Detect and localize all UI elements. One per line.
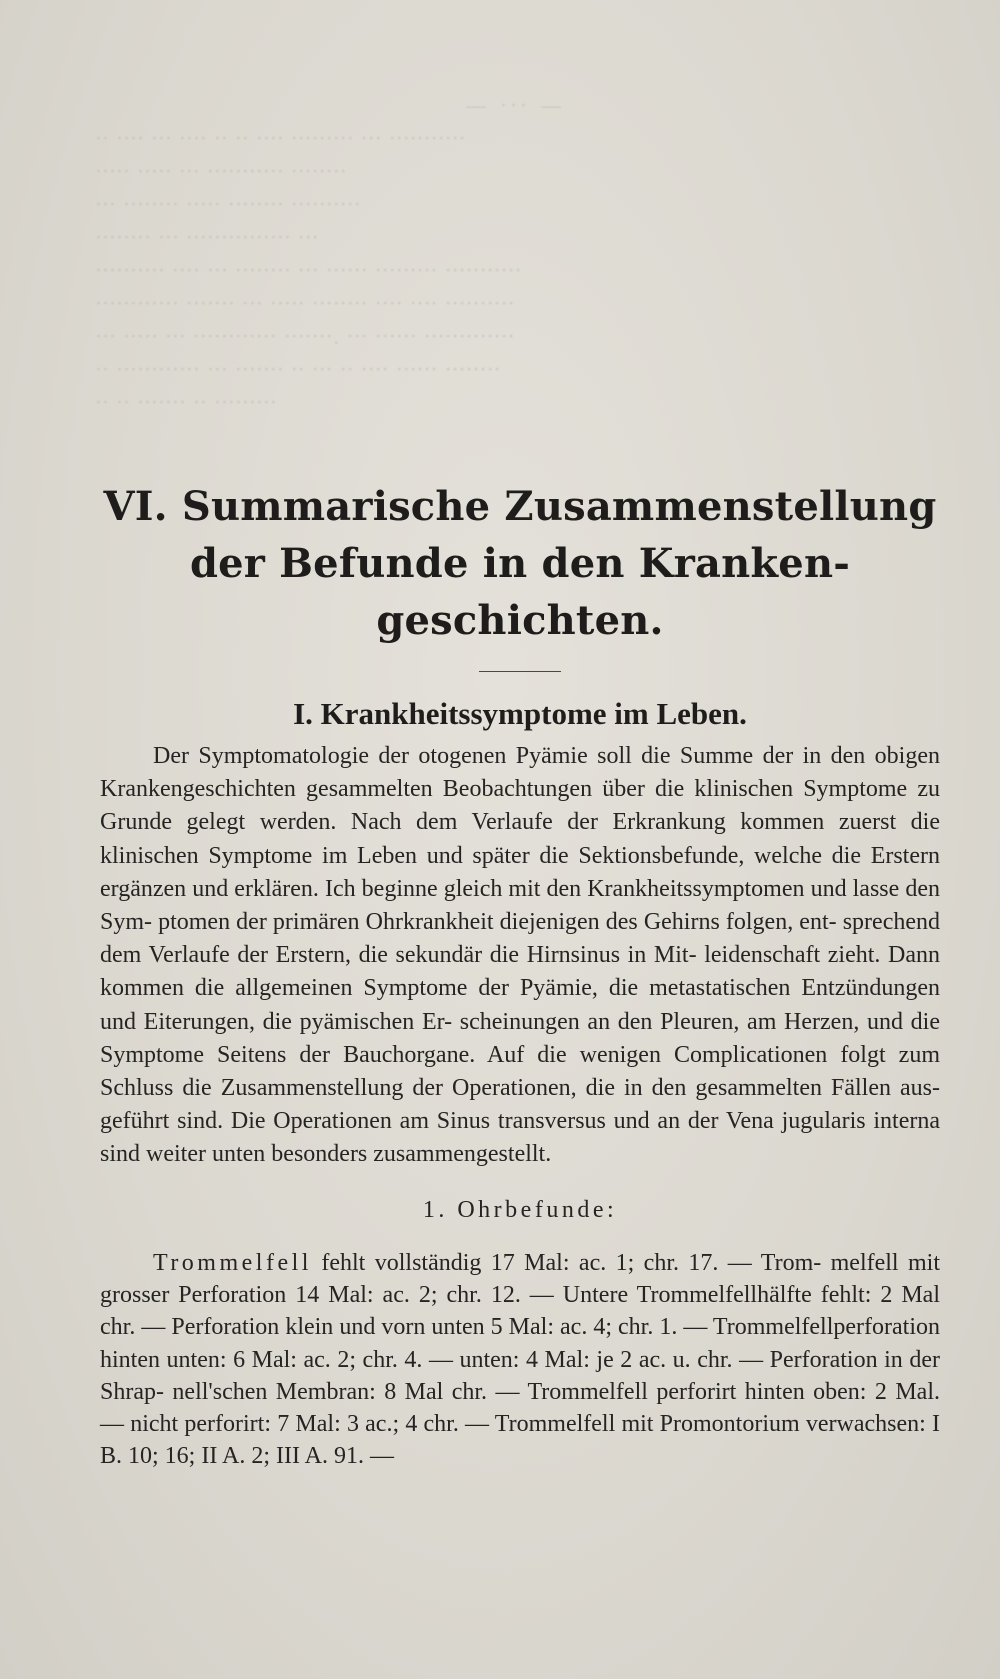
subsection-title-text: 1. Ohrbefunde: bbox=[422, 1196, 618, 1223]
findings-paragraph bbox=[100, 1247, 940, 1473]
intro-paragraph: Der Symptomatologie der otogenen Pyämie soll die Summe der in den obigen Krankengeschichten gesammelten Beobachtungen über die klinischen Symptome zu Grunde gelegt werden. Nach dem Verlaufe der Erkrankung kommen zuerst die klinischen Symptome im Leben und später die Sektionsbefunde, welche die Erstern ergänzen und erklären. Ich beginne gleich mit den Krankheitssymptomen und lasse den Sym- ptomen der primären Ohrkrankheit diejenigen des Gehirns folgen, ent- sprechend dem Verlaufe der Erstern, die sekundär die Hirnsinus in Mit- leidenschaft zieht. Dann kommen die allgemeinen Symptome der Pyämie, die metastatischen Entzündungen und Eiterungen, die pyämischen Er- scheinungen an den Pleuren, am Herzen, und die Symptome Seitens der Bauchorgane. Auf die wenigen Complicationen folgt zum Schluss die Zusammenstellung der Operationen, die in den gesammelten Fällen aus- geführt sind. Die Operationen am Sinus transversus und an der Vena jugularis interna sind weiter unten besonders zusammengestellt. bbox=[100, 743, 940, 1168]
findings-lead: Trommelfell bbox=[153, 1249, 312, 1276]
subsection-title bbox=[100, 1194, 940, 1227]
chapter-title: VI. Summarische Zusammenstellung der Befunde in den Kranken- geschichten. bbox=[103, 483, 937, 644]
section-title: I. Krankheitssymptome im Leben. bbox=[293, 696, 747, 731]
section-divider bbox=[479, 671, 561, 672]
page-content bbox=[100, 478, 940, 1473]
findings-text: fehlt vollständig 17 Mal: ac. 1; chr. 17. — Trom- melfell mit grosser Perforation 14 Mal: ac. 2; chr. 12. — Untere Trommelfellhälfte fehlt: 2 Mal chr. — Perforation klein und vorn unten 5 Mal: ac. 4; chr. 1. — Trommelfellperforation hinten unten: 6 Mal: ac. 2; chr. 4. — unten: 4 Mal: je 2 ac. u. chr. — Perforation in der Shrap- nell'schen Membran: 8 Mal chr. — Trommelfell perforirt hinten oben: 2 Mal. — nicht perforirt: 7 Mal: 3 ac.; 4 chr. — Trommelfell mit Promontorium verwachsen: I B. 10; 16; II A. 2; III A. 91. — bbox=[100, 1249, 940, 1470]
bleed-through-text: — ··· — ·· ···· ··· ···· ·· ·· ···· ········· ··· ··········· ····· ····· ··· ··········· ········ ··· ········ ····· ········ ·········· ········ ··· ··············· ··· ·········· ···· ··· ········ ··· ······ ········· ··········· ············ ······· ··· ····· ········ ···· ···· ·········· ··· ····· ··· ············ ·······. ··· ······ ············· ·· ············ ··· ······· ·· ··· ·· ···· ······ ········ ·· ·· ······· ·· ········· bbox=[95, 94, 565, 416]
